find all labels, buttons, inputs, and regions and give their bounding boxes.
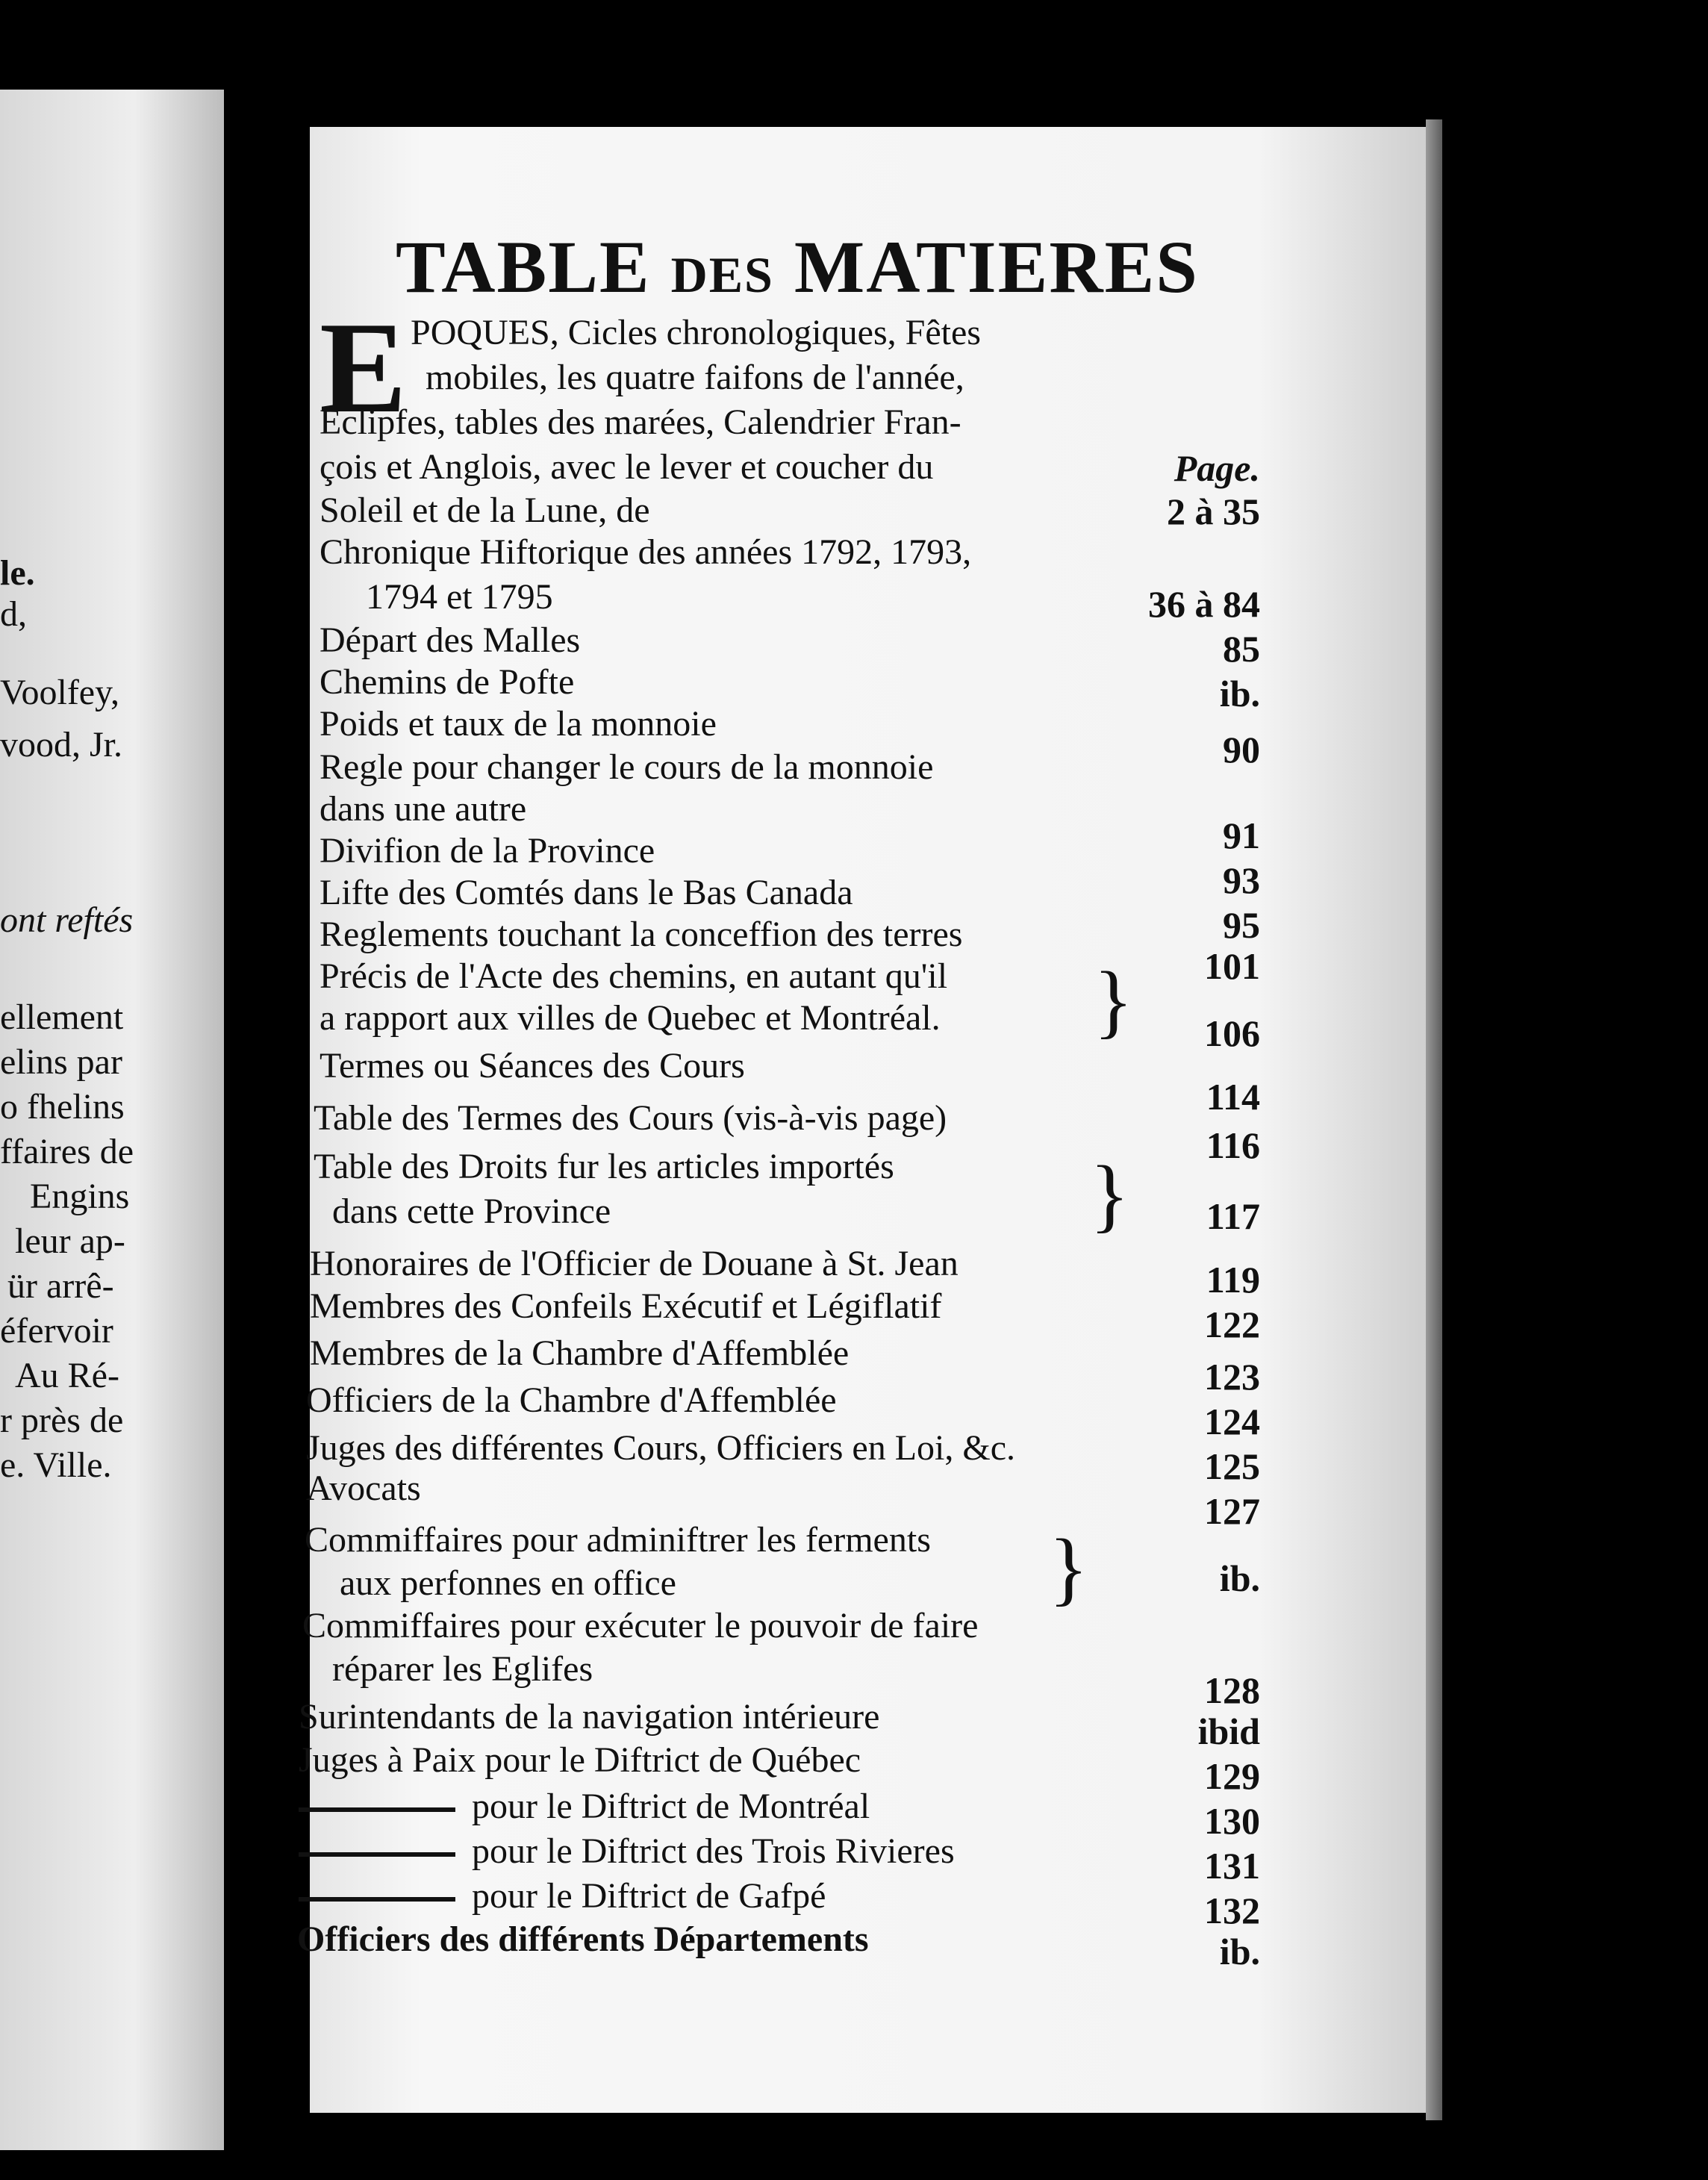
left-fragment: e. Ville. [0,1445,112,1485]
entry-page: 116 [1206,1124,1260,1166]
entry-line: Chronique Hiftorique des années 1792, 1793, [320,532,972,572]
entry-page: 93 [1223,859,1260,901]
entry-page: 131 [1204,1845,1260,1887]
entry-line: Poids et taux de la monnoie [320,704,717,744]
entry-line: Juges à Paix pour le Diftrict de Québec [299,1740,861,1780]
left-fragment: elins par [0,1042,122,1082]
entry-page: 125 [1204,1445,1260,1487]
entry-line: Regle pour changer le cours de la monnoie [320,747,934,787]
book-gutter [224,0,310,2180]
left-fragment: ür arrê- [7,1266,114,1306]
page-title: TABLE DES MATIERES [396,225,1199,308]
entry-line: 1794 et 1795 [366,577,553,617]
left-fragment: éfervoir [0,1311,113,1351]
page-column-header: Page. [1174,447,1260,489]
entry-line: Reglements touchant la conceffion des terres [320,915,963,954]
left-fragment: d, [0,594,27,634]
entry-line: Honoraires de l'Officier de Douane à St. Jean [310,1244,959,1283]
entry-line: dans cette Province [332,1192,611,1231]
brace: } [1094,955,1133,1046]
entry-page: 106 [1204,1012,1260,1054]
entry-line: pour le Diftrict de Gafpé [299,1875,826,1916]
previous-page-fragment [0,90,224,2150]
entry-line: Avocats [306,1469,421,1508]
entry-line: Juges des différentes Cours, Officiers en Loi, &c. [306,1428,1015,1468]
entry-line: Lifte des Comtés dans le Bas Canada [320,873,853,912]
entry-line: Soleil et de la Lune, de [320,490,650,530]
ditto-rule [299,1897,455,1902]
left-fragment: Voolfey, [0,673,119,712]
left-fragment: Engins [30,1177,130,1216]
entry-line: Table des Droits fur les articles importés [314,1147,894,1186]
entry-line: réparer les Eglifes [332,1649,593,1689]
entry-line: Officiers des différents Départements [297,1919,869,1959]
entry-page: 90 [1223,729,1260,770]
entry-line: Officiers de la Chambre d'Affemblée [306,1380,837,1420]
entry-line: pour le Diftrict de Montréal [299,1786,870,1827]
entry-line: Surintendants de la navigation intérieure [299,1697,880,1737]
entry-line: Eclipfes, tables des marées, Calendrier Fran- [320,402,961,442]
entry-page: 129 [1204,1755,1260,1797]
entry-page: ib. [1219,673,1260,714]
entry-page: 101 [1204,945,1260,987]
entry-page: 85 [1223,628,1260,670]
entry-page: 114 [1206,1076,1260,1118]
entry-line: Divifion de la Province [320,831,655,871]
entry-line: pour le Diftrict des Trois Rivieres [299,1831,955,1872]
ditto-rule [299,1852,455,1857]
entry-page: ib. [1219,1931,1260,1972]
entry-page: 95 [1223,904,1260,946]
entry-page: 2 à 35 [1167,490,1260,532]
left-fragment: vood, Jr. [0,725,123,764]
entry-page: ibid [1197,1710,1260,1752]
entry-line: Précis de l'Acte des chemins, en autant qu'il [320,956,948,996]
entry-page: 132 [1204,1890,1260,1931]
entry-page: 124 [1204,1401,1260,1442]
page-edge [1426,119,1442,2120]
ditto-rule [299,1807,455,1812]
entry-page: 128 [1204,1669,1260,1711]
entry-line: Chemins de Pofte [320,662,575,702]
entry-page: 117 [1206,1195,1260,1237]
entry-line: Commiffaires pour adminiftrer les ferments [305,1520,931,1560]
left-fragment: o fhelins [0,1087,125,1127]
entry-line: Départ des Malles [320,620,581,660]
entry-line: Membres de la Chambre d'Affemblée [310,1333,850,1373]
brace: } [1090,1149,1129,1240]
entry-line: Commiffaires pour exécuter le pouvoir de faire [302,1606,979,1645]
entry-line: çois et Anglois, avec le lever et coucher du [320,447,934,487]
left-fragment: ellement [0,997,124,1037]
entry-page: 130 [1204,1800,1260,1842]
drop-cap: E [320,295,407,440]
entry-page: 127 [1204,1490,1260,1532]
entry-page: 122 [1204,1304,1260,1345]
entry-line: Termes ou Séances des Cours [320,1046,745,1086]
entry-page: 36 à 84 [1148,583,1260,625]
entry-page: 119 [1206,1259,1260,1301]
entry-page: 91 [1223,815,1260,856]
entry-line: mobiles, les quatre faifons de l'année, [426,358,964,397]
entry-line: a rapport aux villes de Quebec et Montréal. [320,998,941,1038]
entry-line: POQUES, Cicles chronologiques, Fêtes [411,313,981,352]
left-fragment: leur ap- [15,1221,125,1261]
brace: } [1049,1522,1088,1613]
entry-line: Membres des Confeils Exécutif et Légiflatif [310,1286,942,1326]
entry-line: aux perfonnes en office [340,1563,676,1603]
entry-line: dans une autre [320,789,527,829]
left-fragment: ont reftés [0,900,134,940]
left-fragment: le. [0,553,35,593]
entry-line: Table des Termes des Cours (vis-à-vis page) [314,1098,947,1138]
left-fragment: ffaires de [0,1132,134,1171]
entry-page: ib. [1219,1557,1260,1599]
left-fragment: r près de [0,1401,124,1440]
entry-page: 123 [1204,1356,1260,1398]
left-fragment: Au Ré- [15,1356,119,1395]
